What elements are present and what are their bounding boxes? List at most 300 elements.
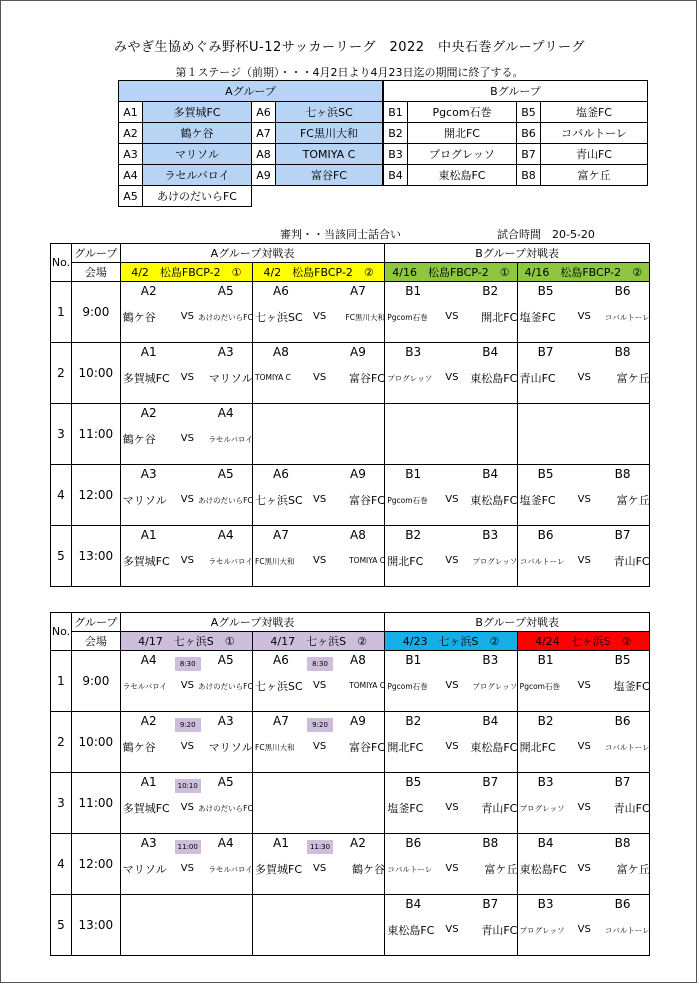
team-code-home: A2 [140, 714, 157, 728]
match-pairing [121, 282, 254, 342]
team-code-home: B7 [537, 345, 554, 359]
team-name-home: ラセルバロイ [122, 682, 167, 691]
match-cell [385, 651, 517, 712]
team-code-away: A4 [217, 528, 234, 542]
venue-cell: 4/24 七ヶ浜S ② [517, 632, 649, 651]
match-cell [120, 712, 252, 773]
match-pairing [518, 895, 651, 955]
match-pairing [385, 773, 518, 833]
vs-label: VS [577, 311, 591, 322]
team-code-home: A7 [273, 528, 289, 542]
vs-label: VS [313, 494, 327, 505]
team-code: A6 [252, 102, 276, 123]
match-pairing [121, 343, 254, 403]
match-cell [253, 526, 385, 587]
schedule-table-1 [50, 243, 650, 587]
team-name-home: Pgcom石巻 [519, 682, 560, 691]
team-code-home: B5 [537, 467, 554, 481]
team-name-away: コバルトーレ [604, 926, 650, 935]
kickoff-time-badge: 8:30 [175, 657, 201, 671]
kickoff-time-badge: 9:20 [307, 718, 333, 732]
vs-label: VS [313, 372, 327, 383]
match-slot-row [51, 651, 650, 712]
slot-number: 2 [51, 712, 72, 773]
team-name-home: プログレッソ [519, 804, 565, 813]
slot-time: 9:00 [71, 651, 120, 712]
vs-label: VS [180, 555, 194, 566]
vs-label: VS [445, 924, 459, 935]
team-name: Pgcom石巻 [408, 102, 517, 123]
team-code-away: A3 [217, 345, 234, 359]
slot-time: 9:00 [71, 282, 120, 343]
slot-number: 4 [51, 834, 72, 895]
team-code-away: A3 [217, 714, 234, 728]
team-code-home: B1 [405, 467, 422, 481]
match-pairing [385, 651, 518, 711]
team-name: マリソル [143, 144, 252, 165]
team-name-away: あけのだいらFC [198, 804, 253, 813]
slot-number: 1 [51, 651, 72, 712]
team-code: A1 [119, 102, 143, 123]
match-slot-row [51, 282, 650, 343]
slot-number: 2 [51, 343, 72, 404]
match-slot-row [51, 712, 650, 773]
team-code: B7 [517, 144, 541, 165]
vs-label: VS [180, 741, 194, 752]
team-name-home: 七ヶ浜SC [255, 680, 303, 693]
team-name-away: あけのだいらFC [198, 313, 253, 322]
team-code-home: A2 [140, 406, 157, 420]
team-code-home: A3 [140, 467, 157, 481]
vs-label: VS [180, 802, 194, 813]
team-name-away: 富ケ丘 [616, 372, 650, 385]
match-cell [385, 526, 517, 587]
team-code-home: B3 [405, 345, 422, 359]
team-name-away: 塩釜FC [613, 680, 650, 693]
group-b-schedule-title: Bグループ対戦表 [385, 613, 650, 632]
vs-label: VS [313, 555, 327, 566]
venue-cell: 4/2 松島FBCP-2 ② [253, 263, 385, 282]
no-header: No. [51, 244, 72, 282]
team-name: 富谷FC [276, 165, 383, 186]
match-cell [253, 343, 385, 404]
team-name-home: コバルトーレ [519, 557, 565, 566]
match-pairing [518, 773, 651, 833]
team-name-away: マリソル [208, 372, 253, 385]
team-code-away: A9 [350, 345, 366, 359]
group-label: グループ [71, 244, 120, 263]
match-cell [517, 834, 649, 895]
match-pairing [385, 282, 518, 342]
vs-label: VS [180, 311, 194, 322]
group-a-schedule-title: Aグループ対戦表 [120, 244, 385, 263]
team-code-home: B2 [405, 714, 422, 728]
vs-label: VS [180, 680, 194, 691]
team-name: 七ヶ浜SC [276, 102, 383, 123]
team-name-home: マリソル [122, 494, 167, 507]
vs-label: VS [445, 863, 459, 874]
team-name: 東松島FC [408, 165, 517, 186]
team-name: コバルトーレ [541, 123, 648, 144]
venue-cell: 4/2 松島FBCP-2 ① [120, 263, 252, 282]
team-name-home: Pgcom石巻 [387, 313, 428, 322]
team-name-home: 青山FC [519, 372, 556, 385]
match-cell [385, 773, 517, 834]
match-cell [517, 651, 649, 712]
team-code: A8 [252, 144, 276, 165]
team-code-away: B7 [614, 528, 631, 542]
match-cell [120, 282, 252, 343]
team-name-away: FC黒川大和 [345, 313, 385, 322]
team-code-home: B4 [405, 897, 422, 911]
vs-label: VS [445, 311, 459, 322]
venue-cell: 4/23 七ヶ浜S ② [385, 632, 517, 651]
team-code-away: B6 [614, 284, 631, 298]
vs-label: VS [445, 680, 459, 691]
slot-number: 5 [51, 895, 72, 956]
team-code: B6 [517, 123, 541, 144]
match-slot-row [51, 526, 650, 587]
team-name-away: 青山FC [613, 802, 650, 815]
group-label: グループ [71, 613, 120, 632]
team-code: A9 [252, 165, 276, 186]
team-name-home: 鶴ケ谷 [122, 311, 156, 324]
kickoff-time-badge: 11:00 [175, 840, 201, 854]
match-pairing [385, 343, 518, 403]
match-pairing [518, 465, 651, 525]
team-code: A5 [119, 186, 143, 207]
team-name-away: コバルトーレ [604, 743, 650, 752]
group-a-table [118, 80, 383, 207]
team-name-home: 開北FC [387, 555, 424, 568]
match-cell [517, 404, 649, 465]
slot-time: 12:00 [71, 834, 120, 895]
team-code: B2 [384, 123, 408, 144]
group-b-header: Bグループ [384, 81, 648, 102]
team-code-home: A6 [273, 653, 289, 667]
slot-time: 12:00 [71, 465, 120, 526]
team-code-home: A3 [140, 836, 157, 850]
document-subtitle: 第１ステージ（前期）・・・4月2日より4月23日迄の期間に終了する。 [175, 66, 524, 79]
team-name-away: TOMIYA C [349, 681, 386, 690]
team-code: B8 [517, 165, 541, 186]
team-name-away: ラセルバロイ [208, 435, 253, 444]
kickoff-time-badge: 11:30 [307, 840, 333, 854]
vs-label: VS [577, 494, 591, 505]
team-code-away: B8 [482, 836, 499, 850]
match-pairing [253, 526, 386, 586]
vs-label: VS [577, 372, 591, 383]
team-name: あけのだいらFC [143, 186, 252, 207]
team-code-away: A8 [350, 528, 366, 542]
match-slot-row [51, 895, 650, 956]
match-cell [253, 895, 385, 956]
team-code-away: B3 [482, 653, 499, 667]
venue-cell: 4/16 松島FBCP-2 ② [517, 263, 649, 282]
match-cell [385, 465, 517, 526]
match-pairing [518, 343, 651, 403]
match-slot-row [51, 343, 650, 404]
slot-number: 1 [51, 282, 72, 343]
venue-label: 会場 [71, 632, 120, 651]
match-pairing [253, 343, 386, 403]
slot-time: 11:00 [71, 773, 120, 834]
team-code-home: A4 [140, 653, 157, 667]
kickoff-time-badge: 10:10 [175, 779, 201, 793]
match-cell [120, 651, 252, 712]
match-cell [517, 282, 649, 343]
team-code-home: A1 [273, 836, 289, 850]
match-cell [517, 343, 649, 404]
team-name-away: 東松島FC [470, 372, 518, 385]
team-name-home: 七ヶ浜SC [255, 494, 303, 507]
team-code-away: B4 [482, 467, 499, 481]
team-name-home: Pgcom石巻 [387, 496, 428, 505]
match-pairing [518, 712, 651, 772]
team-name-home: 塩釜FC [387, 802, 424, 815]
team-name-away: 東松島FC [470, 494, 518, 507]
team-code-home: B1 [405, 284, 422, 298]
document-title: みやぎ生協めぐみ野杯U-12サッカーリーグ 2022 中央石巻グループリーグ [113, 40, 585, 55]
match-pairing [253, 834, 386, 894]
team-code-away: A5 [217, 467, 234, 481]
team-name: FC黒川大和 [276, 123, 383, 144]
team-name-away: TOMIYA C [349, 556, 385, 565]
match-cell [517, 526, 649, 587]
slot-time: 10:00 [71, 712, 120, 773]
match-cell [517, 773, 649, 834]
vs-label: VS [180, 863, 194, 874]
team-code-home: A1 [140, 775, 157, 789]
match-cell [253, 773, 385, 834]
team-name: 多賀城FC [143, 102, 252, 123]
team-name-home: マリソル [122, 863, 167, 876]
team-code-away: A9 [350, 714, 366, 728]
venue-cell: 4/16 松島FBCP-2 ① [385, 263, 517, 282]
no-header: No. [51, 613, 72, 651]
match-pairing [385, 712, 518, 772]
team-name-home: FC黒川大和 [255, 557, 295, 566]
team-code: B4 [384, 165, 408, 186]
match-cell [385, 282, 517, 343]
team-name: プログレッソ [408, 144, 517, 165]
match-pairing [121, 526, 254, 586]
team-code-home: B5 [537, 284, 554, 298]
team-code-home: B6 [537, 528, 554, 542]
team-name-home: 七ヶ浜SC [255, 311, 303, 324]
team-name-away: ラセルバロイ [208, 557, 253, 566]
team-name-home: 多賀城FC [255, 863, 303, 876]
team-name-home: プログレッソ [519, 926, 565, 935]
team-name-home: TOMIYA C [255, 373, 291, 382]
match-pairing [121, 773, 254, 833]
slot-number: 4 [51, 465, 72, 526]
team-name-home: 東松島FC [387, 924, 435, 937]
team-code-away: A5 [217, 775, 234, 789]
match-cell [253, 465, 385, 526]
vs-label: VS [180, 433, 194, 444]
team-code-home: B1 [537, 653, 554, 667]
team-name-away: 富ケ丘 [616, 494, 650, 507]
team-code-away: B4 [482, 714, 499, 728]
vs-label: VS [577, 680, 591, 691]
team-code-home: B2 [537, 714, 554, 728]
group-a-schedule-title: Aグループ対戦表 [120, 613, 385, 632]
team-code-home: A7 [273, 714, 289, 728]
team-code-home: B6 [405, 836, 422, 850]
team-name-away: あけのだいらFC [198, 496, 253, 505]
team-code-home: A1 [140, 528, 157, 542]
slot-time: 13:00 [71, 895, 120, 956]
venue-cell: 4/17 七ヶ浜S ① [120, 632, 252, 651]
team-code-home: B5 [405, 775, 422, 789]
team-name-home: プログレッソ [387, 374, 433, 383]
team-code-away: B4 [482, 345, 499, 359]
team-name-away: マリソル [208, 741, 253, 754]
team-code-away: B8 [614, 836, 631, 850]
referee-note: 審判・・当該同士話合い [280, 228, 401, 241]
team-name-home: 塩釜FC [519, 494, 556, 507]
team-name: TOMIYA C [276, 144, 383, 165]
vs-label: VS [313, 741, 327, 752]
team-name-home: 鶴ケ谷 [122, 741, 156, 754]
team-name-home: 多賀城FC [122, 555, 170, 568]
team-name-away: 青山FC [613, 555, 650, 568]
team-code: B5 [517, 102, 541, 123]
match-pairing [518, 526, 651, 586]
vs-label: VS [445, 494, 459, 505]
team-code-away: A5 [217, 653, 234, 667]
team-code-away: A4 [217, 836, 234, 850]
group-b-table [383, 80, 648, 186]
match-cell [385, 834, 517, 895]
team-code-away: B5 [614, 653, 631, 667]
team-code-away: B6 [614, 714, 631, 728]
team-name-home: 鶴ケ谷 [122, 433, 156, 446]
team-code-away: B3 [482, 528, 499, 542]
team-name: ラセルバロイ [143, 165, 252, 186]
team-name-away: 鶴ケ谷 [352, 863, 386, 876]
team-name: 塩釜FC [541, 102, 648, 123]
match-slot-row [51, 834, 650, 895]
match-pairing [121, 651, 254, 711]
kickoff-time-badge: 8:30 [307, 657, 333, 671]
match-pairing [385, 834, 518, 894]
slot-number: 3 [51, 404, 72, 465]
team-name-away: 東松島FC [470, 741, 518, 754]
match-cell [120, 404, 252, 465]
team-code-away: A7 [350, 284, 366, 298]
team-name-home: 東松島FC [519, 863, 567, 876]
match-pairing [385, 465, 518, 525]
slot-number: 3 [51, 773, 72, 834]
slot-number: 5 [51, 526, 72, 587]
match-cell [120, 773, 252, 834]
slot-time: 10:00 [71, 343, 120, 404]
match-pairing [518, 834, 651, 894]
vs-label: VS [577, 924, 591, 935]
vs-label: VS [577, 863, 591, 874]
team-code: B3 [384, 144, 408, 165]
match-cell [517, 895, 649, 956]
team-code-home: A1 [140, 345, 157, 359]
team-code-away: B7 [482, 897, 499, 911]
match-pairing [253, 651, 386, 711]
match-cell [253, 712, 385, 773]
team-code-home: B1 [405, 653, 422, 667]
team-name: 青山FC [541, 144, 648, 165]
team-name-away: 富ケ丘 [484, 863, 518, 876]
team-code-away: A2 [350, 836, 366, 850]
match-pairing [518, 651, 651, 711]
team-name-home: 塩釜FC [519, 311, 556, 324]
team-name-home: 多賀城FC [122, 372, 170, 385]
match-cell [120, 526, 252, 587]
team-name-away: 富谷FC [349, 741, 386, 754]
match-slot-row [51, 404, 650, 465]
slot-time: 11:00 [71, 404, 120, 465]
team-name-away: 青山FC [481, 924, 518, 937]
vs-label: VS [445, 802, 459, 813]
vs-label: VS [445, 372, 459, 383]
team-code-home: B3 [537, 775, 554, 789]
group-b-schedule-title: Bグループ対戦表 [385, 244, 650, 263]
vs-label: VS [577, 802, 591, 813]
schedule-table-2 [50, 612, 650, 956]
match-pairing [385, 526, 518, 586]
team-name-away: ラセルバロイ [208, 865, 253, 874]
match-cell [253, 651, 385, 712]
team-name: 鶴ケ谷 [143, 123, 252, 144]
team-name-home: 開北FC [519, 741, 556, 754]
match-cell [385, 343, 517, 404]
match-time-note: 試合時間 20-5-20 [497, 228, 595, 241]
team-code: B1 [384, 102, 408, 123]
slot-time: 13:00 [71, 526, 120, 587]
match-pairing [253, 282, 386, 342]
team-name-away: あけのだいらFC [198, 682, 253, 691]
team-code: A3 [119, 144, 143, 165]
team-name-home: FC黒川大和 [255, 743, 295, 752]
team-name: 富ケ丘 [541, 165, 648, 186]
team-name-away: プログレッソ [472, 557, 518, 566]
vs-label: VS [313, 680, 327, 691]
match-slot-row [51, 465, 650, 526]
team-name-home: コバルトーレ [387, 865, 433, 874]
match-pairing [518, 282, 651, 342]
team-name: 開北FC [408, 123, 517, 144]
match-pairing [253, 712, 386, 772]
vs-label: VS [577, 555, 591, 566]
match-cell [385, 404, 517, 465]
team-code-away: A5 [217, 284, 234, 298]
vs-label: VS [577, 741, 591, 752]
team-name-away: 青山FC [481, 802, 518, 815]
team-name-away: コバルトーレ [604, 313, 650, 322]
venue-cell: 4/17 七ヶ浜S ② [253, 632, 385, 651]
match-cell [253, 282, 385, 343]
match-cell [385, 895, 517, 956]
team-name-away: 開北FC [481, 311, 518, 324]
match-cell [517, 465, 649, 526]
match-pairing [253, 465, 386, 525]
team-code-home: A8 [273, 345, 289, 359]
match-pairing [121, 712, 254, 772]
match-cell [120, 834, 252, 895]
match-cell [517, 712, 649, 773]
team-code-home: A2 [140, 284, 157, 298]
team-name-away: 富谷FC [348, 372, 385, 385]
